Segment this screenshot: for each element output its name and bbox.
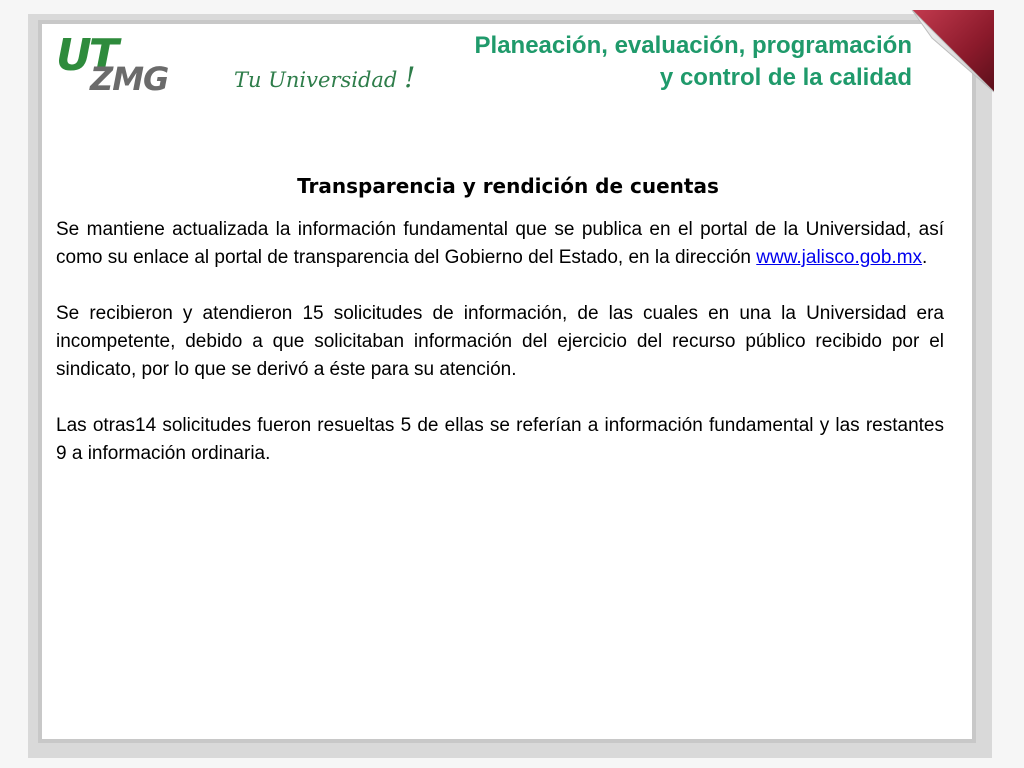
- page-curl-icon: [904, 10, 994, 100]
- paragraph-1: [56, 216, 944, 272]
- jalisco-link[interactable]: www.jalisco.gob.mx: [756, 247, 923, 268]
- logo-slogan-bang: !: [404, 61, 416, 94]
- paragraph-3: Las otras14 solicitudes fueron resueltas 5 de ellas se referían a información fundamental y las restantes 9 a información ordinaria.: [56, 415, 944, 464]
- paragraph-1-end: .: [922, 247, 928, 268]
- header-title-line1: Planeación, evaluación, programación: [474, 32, 912, 59]
- section-title: Transparencia y rendición de cuentas: [297, 174, 719, 198]
- logo-zmg-text: ZMG: [90, 60, 169, 98]
- paragraph-1-text: Se mantiene actualizada la información fundamental que se publica en el portal de la Universidad, así como su enlace al portal de transparencia del Gobierno del Estado, en la dirección: [56, 219, 944, 268]
- paragraph-2: Se recibieron y atendieron 15 solicitudes de información, de las cuales en una la Universidad era incompetente, debido a que solicitaban información del ejercicio del recurso público recibido por el sindicato, por lo que se derivó a éste para su atención.: [56, 303, 944, 380]
- logo-slogan-text: Tu Universidad: [234, 68, 398, 92]
- logo-ut-text: UT: [56, 30, 116, 81]
- header-title-line2: y control de la calidad: [659, 64, 912, 91]
- utzmg-logo: [56, 30, 416, 100]
- body-text: [56, 216, 944, 496]
- header-title: [352, 30, 912, 94]
